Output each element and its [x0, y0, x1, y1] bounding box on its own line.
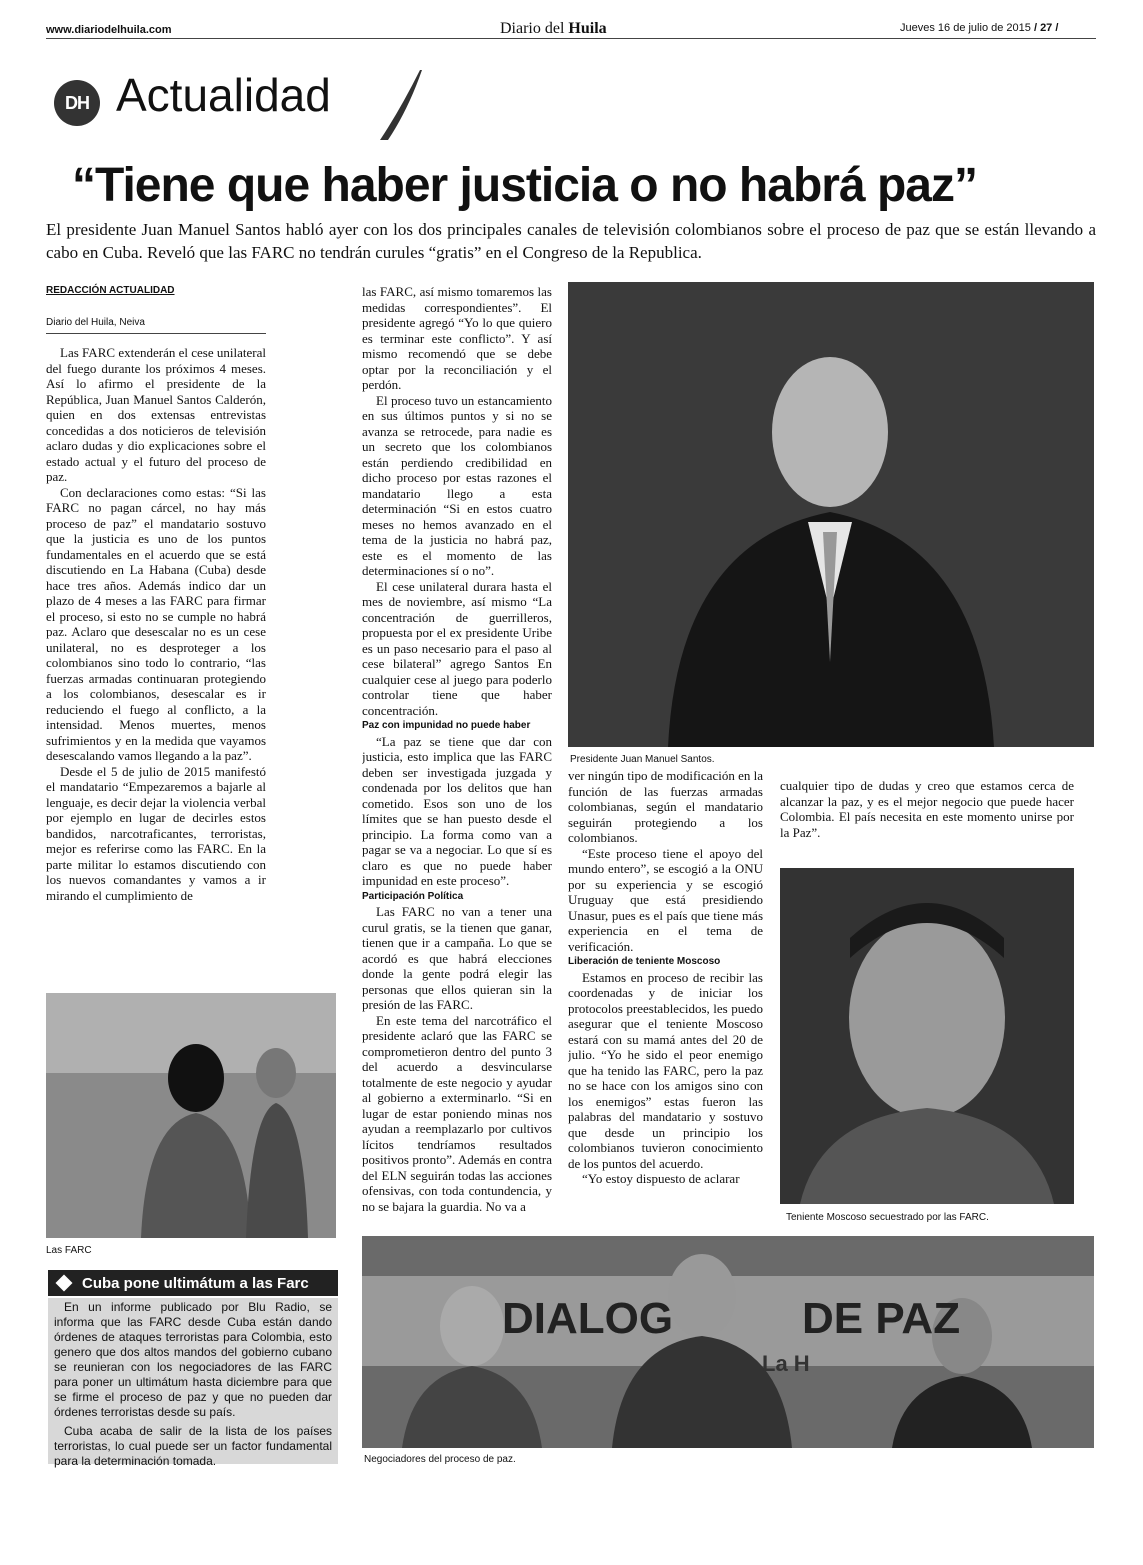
masthead-url: www.diariodelhuila.com [46, 24, 172, 36]
masthead-name-bold: Huila [568, 20, 607, 37]
paragraph: Estamos en proceso de recibir las coordenadas y de iniciar los protocolos preestablecidos, les puedo asegurar que el teniente Moscoso estará con su mamá antes del 20 de julio. “Yo he sido el peor enemigo que ha tenido las FARC, pero la paz no se hace con los amigos sino con los enemigos” estas fueron las palabras del mandatario y sostuvo que desde un principio los colombianos tuvieron conocimiento de los puntos del acuerdo. [568, 969, 763, 1171]
date-text: Jueves 16 de julio de 2015 [900, 22, 1031, 34]
caption-moscoso: Teniente Moscoso secuestrado por las FARC. [786, 1212, 989, 1223]
section-title: Actualidad [116, 69, 331, 121]
article-column-1 [46, 345, 266, 985]
paragraph: cualquier tipo de dudas y creo que estamos cerca de alcanzar la paz, y es el mejor negocio que puede hacer Colombia. El país necesita en este momento unirse por la Paz”. [780, 778, 1074, 840]
paragraph: las FARC, así mismo tomaremos las medidas correspondientes”. El presidente agregó “Yo lo que quiero es terminar este conflicto”. Y así mismo recomendó que se debe optar por la reconciliación y el perdón. [362, 284, 552, 392]
caption-farc: Las FARC [46, 1245, 92, 1256]
subhead-liberacion: Liberación de teniente Moscoso [568, 956, 721, 967]
sidebar-box-body [48, 1298, 338, 1468]
paragraph: El cese unilateral durara hasta el mes de noviembre, así mismo “La concentración de guerrilleros, propuesta por el ex presidente Uribe es un paso necesario para el paso al cese bilateral” agrego Santos En cualquier cese al juego para poderlo controlar tiene que haber concentración. [362, 578, 552, 718]
page-number: / 27 / [1033, 22, 1059, 34]
diamond-icon [56, 1275, 73, 1292]
byline-rule [46, 333, 266, 334]
photo-santos [568, 282, 1094, 747]
paragraph: Las FARC extenderán el cese unilateral del fuego durante los próximos 4 meses. Así lo afirmo el presidente de la República, Juan Manuel Santos Calderón, quien en dos extensas entrevistas concedidas a dos noticieros de televisión aclaro dudas y dio explicaciones sobre el estado actual y el futuro del proceso de paz. [46, 345, 266, 484]
paragraph: Desde el 5 de julio de 2015 manifestó el mandatario “Empezaremos a bajarle al lenguaje, es decir dejar la violencia verbal por ejemplo en lugar de decirles estos bandidos, narcotraficantes, terroristas, mejor es referirse como las FARC. En la parte militar lo estamos discutiendo con los nuevos comandantes y vamos a ir mirando el cumplimiento de [46, 763, 266, 903]
paragraph: El proceso tuvo un estancamiento en sus últimos puntos y si no se avanza se retrocede, para nadie es un secreto que los colombianos están perdiendo credibilidad en dicho proceso por estas razones el mandatario llego a esta determinación “Si en estos cuatro meses no hemos avanzado en el tema de la justicia no habrá paz, este es el momento de las determinaciones sí o no”. [362, 392, 552, 578]
paragraph: Con declaraciones como estas: “Si las FARC no pagan cárcel, no hay más proceso de paz” el mandatario sostuvo que la justicia es uno de los puntos fundamentales en el acuerdo que se está discutiendo en La Habana (Cuba) desde hace tres años. Además indico dar un plazo de 4 meses a las FARC para firmar el proceso, si esto no se cumple no habrá paz. Aclaro que desescalar no es un cese unilateral, no es desproteger a los colombianos sino todo lo contrario, “las fuerzas armadas continuaran protegiendo a los colombianos, desescalar es ir reduciendo el fuego al conflicto, a la intensidad. Menos muertes, menos sufrimientos y en la medida que vayamos desescalando vamos llegando a la paz”. [46, 484, 266, 763]
section-slash-decoration [380, 70, 440, 140]
negotiators-group-icon [362, 1236, 1094, 1448]
article-column-2 [362, 284, 552, 1230]
caption-santos: Presidente Juan Manuel Santos. [570, 754, 715, 765]
paragraph: “Yo estoy dispuesto de aclarar [582, 1171, 740, 1186]
byline-place: Diario del Huila, Neiva [46, 317, 145, 328]
banner-subtext: La H [762, 1351, 810, 1376]
dh-logo: DH [54, 80, 100, 126]
sidebar-box-header [48, 1270, 338, 1296]
sidebar-box-title: Cuba pone ultimátum a las Farc [82, 1274, 309, 1292]
paragraph: Cuba acaba de salir de la lista de los países terroristas, lo cual puede ser un factor fundamental para la determinación tomada. [54, 1424, 332, 1468]
paragraph: En este tema del narcotráfico el presidente aclaró que las FARC se comprometieron dentro del punto 3 del acuerdo a desvincularse totalmente de este negocio y ayudar al gobierno a exterminarlo. “Si en lugar de estar poniendo minas nos ayudan a reemplazarlo por cultivos lícitos tendríamos resultados positivos pronto”. Además en contra del ELN seguirán todas las acciones ofensivas, con toda contundencia, y no se bajara la guardia. No va a [362, 1012, 552, 1214]
banner-text-left: DIALOG [502, 1294, 674, 1343]
paragraph: En un informe publicado por Blu Radio, se informa que las FARC desde Cuba están dando órdenes de ataques terroristas para Colombia, esto genero que dos altos mandos del gobierno cubano se reunieran con los negociadores de las FARC para poner un ultimátum hasta diciembre para que se firme el proceso de paz y que no pueden dar órdenes terroristas desde su país. [54, 1300, 332, 1419]
article-column-4 [780, 778, 1074, 858]
paragraph: “La paz se tiene que dar con justicia, esto implica que las FARC deben ser investigada juzgada y condenada por los delitos que han cometido. Esos son uno de los límites que se han puesto desde el principio. La forma como van a pagar se va a negociar. Lo que sí es claro es que no puede haber impunidad en este proceso”. [362, 733, 552, 888]
lead-paragraph: El presidente Juan Manuel Santos habló ayer con los dos principales canales de televisión colombianos sobre el proceso de paz que se están llevando a cabo en Cuba. Reveló que las FARC no tendrán curules “gratis” en el Congreso de la Republica. [46, 220, 1096, 262]
paragraph: ver ningún tipo de modificación en la función de las fuerzas armadas colombianas, según el mandatario seguirán protegiendo a los colombianos. [568, 768, 763, 845]
person-portrait-icon [780, 868, 1074, 1204]
headline: “Tiene que haber justicia o no habrá paz” [72, 159, 977, 212]
byline-author: REDACCIÓN ACTUALIDAD [46, 285, 175, 296]
masthead-rule [46, 38, 1096, 39]
photo-moscoso [780, 868, 1074, 1204]
banner-text-right: DE PAZ [802, 1294, 961, 1343]
person-silhouette-icon [568, 282, 1094, 747]
masthead-newspaper-name [500, 20, 607, 38]
photo-negociadores [362, 1236, 1094, 1448]
subhead-participacion: Participación Política [362, 890, 464, 902]
article-column-3 [568, 768, 763, 1230]
paragraph: “Este proceso tiene el apoyo del mundo entero”, se escogió a la ONU por su experiencia y se escogió Uruguay que está presidiendo Unasur, pues es el país que tiene más experiencia en el tema de verificación. [568, 845, 763, 954]
guerrilla-group-icon [46, 993, 336, 1238]
photo-farc [46, 993, 336, 1238]
subhead-impunidad: Paz con impunidad no puede haber [362, 720, 531, 731]
masthead-name-regular: Diario del [500, 20, 569, 37]
paragraph: Las FARC no van a tener una curul gratis, se la tienen que ganar, tienen que ir a campaña. Lo que se acordó es que habrá elecciones donde la gente podrá elegir las personas que ellos quieran sin la presión de las FARC. [362, 904, 552, 1012]
caption-negociadores: Negociadores del proceso de paz. [364, 1454, 516, 1465]
masthead-date [900, 22, 1058, 34]
